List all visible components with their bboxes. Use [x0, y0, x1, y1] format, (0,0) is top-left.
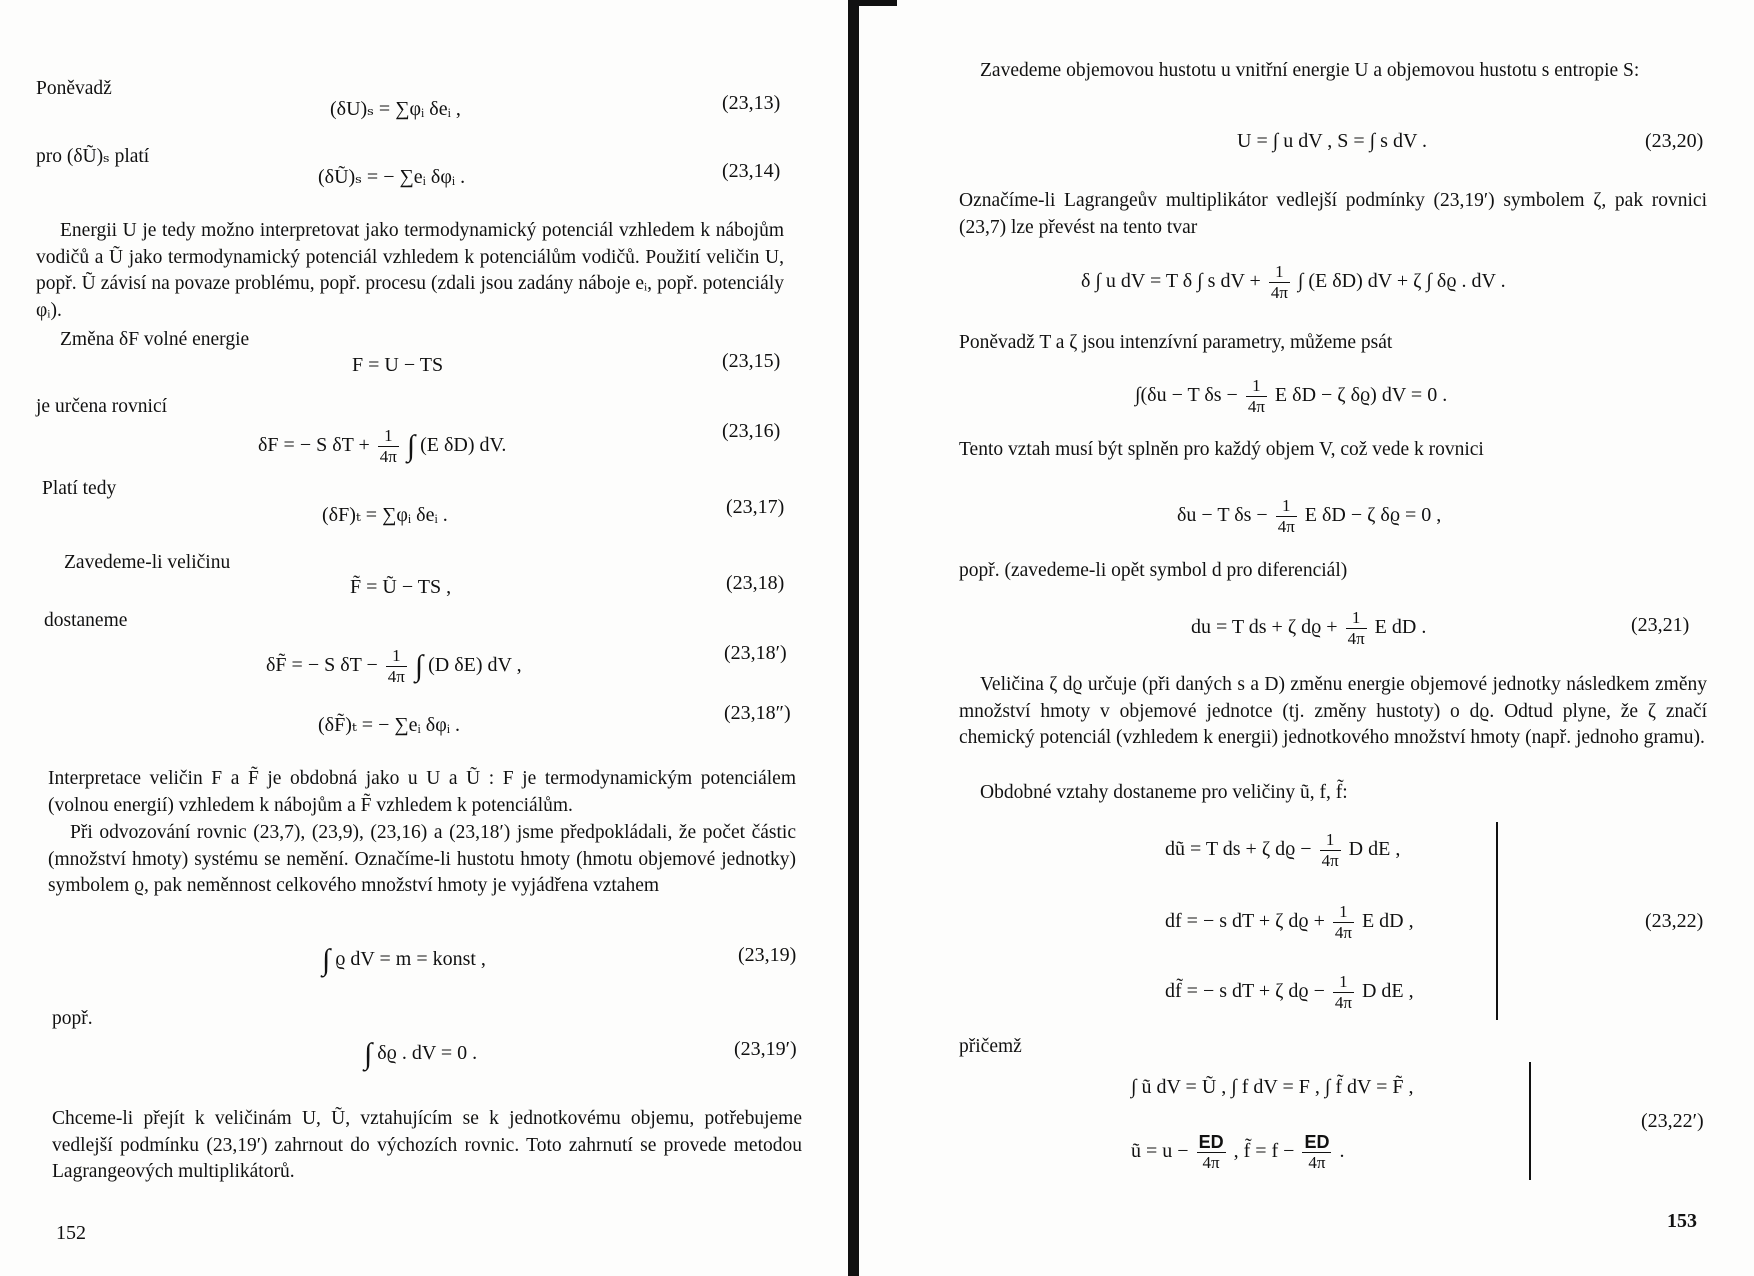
equation-number: (23,19′) — [734, 1038, 797, 1060]
numerator: 1 — [1269, 262, 1290, 283]
equation-number: (23,22) — [1645, 910, 1704, 932]
numerator: 1 — [386, 646, 407, 667]
equation: F̃ = Ũ − TS , — [350, 576, 452, 598]
text-line: Zavedeme-li veličinu — [64, 552, 231, 573]
text-line: Tento vztah musí být splněn pro každý objem V, což vede k rovnici — [959, 439, 1484, 460]
equation: (δF̃)ₜ = − ∑eᵢ δφᵢ . — [318, 714, 461, 736]
equation-number: (23,17) — [726, 496, 785, 518]
right-page — [859, 0, 1754, 1276]
equation: (δF)ₜ = ∑φᵢ δeᵢ . — [322, 504, 448, 526]
fraction — [1302, 1132, 1331, 1173]
equation-number: (23,21) — [1631, 614, 1690, 636]
text-line: dostaneme — [44, 610, 128, 631]
equation-part: , f̃ = f − — [1233, 1140, 1295, 1163]
text-line: pro (δŨ)ₛ platí — [36, 146, 150, 167]
equation-part: ϱ dV = m = konst , — [335, 948, 486, 970]
numerator: ED — [1304, 1132, 1330, 1152]
denominator: 4π — [1308, 1153, 1326, 1172]
equation-number: (23,18′) — [724, 642, 787, 664]
fraction — [386, 646, 407, 687]
equation-group-brace — [1496, 822, 1498, 1020]
equation — [1081, 262, 1506, 303]
equation — [1191, 608, 1426, 649]
equation-group-brace — [1529, 1062, 1531, 1180]
equation — [1177, 496, 1441, 537]
equation-part: δ ∫ u dV = T δ ∫ s dV + — [1081, 270, 1261, 293]
equation — [1165, 972, 1414, 1013]
fraction — [1333, 902, 1354, 943]
denominator: 4π — [1334, 923, 1352, 942]
equation — [322, 943, 486, 977]
denominator: 4π — [1247, 397, 1265, 416]
text-line: popř. — [52, 1008, 93, 1029]
fraction — [1276, 496, 1297, 537]
denominator: 4π — [1202, 1153, 1220, 1172]
fraction — [1197, 1132, 1226, 1173]
denominator: 4π — [1347, 629, 1365, 648]
numerator: 1 — [1333, 902, 1354, 923]
denominator: 4π — [1321, 851, 1339, 870]
equation-part: D dE , — [1361, 980, 1414, 1003]
equation-part: D dE , — [1348, 838, 1401, 861]
equation-part: df̃ = − s dT + ζ dϱ − — [1165, 980, 1325, 1003]
equation-part: E δD − ζ δϱ) dV = 0 . — [1274, 384, 1448, 407]
equation: (δU)ₛ = ∑φᵢ δeᵢ , — [330, 98, 461, 120]
equation-number: (23,13) — [722, 92, 781, 114]
equation-part: ∫(δu − T δs − — [1135, 384, 1238, 407]
integral-sign: ∫ — [322, 943, 331, 977]
equation-part: (E δD) dV. — [420, 434, 507, 457]
equation-number: (23,20) — [1645, 130, 1704, 152]
equation-number: (23,18″) — [724, 702, 791, 724]
page-number: 153 — [1667, 1210, 1697, 1232]
book-gutter — [848, 0, 859, 1276]
denominator: 4π — [1270, 283, 1288, 302]
equation: F = U − TS — [352, 354, 444, 376]
equation-part: δu − T δs − — [1177, 504, 1268, 527]
denominator: 4π — [379, 447, 397, 466]
paragraph: Interpretace veličin F a F̃ je obdobná jako u U a Ũ : F je termodynamickým potenciálem (volnou energií) vzhledem k nábojům a F̃ vzhledem k potenciálům. — [48, 768, 796, 816]
text-line: Poněvadž T a ζ jsou intenzívní parametry, můžeme psát — [959, 332, 1393, 353]
equation-number: (23,15) — [722, 350, 781, 372]
equation-part: δF̃ = − S δT − — [266, 654, 378, 677]
equation-part: δF = − S δT + — [258, 434, 370, 457]
equation — [1165, 830, 1400, 871]
text-line: Poněvadž — [36, 78, 112, 99]
paragraph: Energii U je tedy možno interpretovat jako termodynamický potenciál vzhledem k nábojům vodičů a Ũ jako termodynamický potenciál vzhledem k potenciálům vodičů. Použití veličin U, popř. Ũ závisí na povaze problému, popř. procesu (zdali jsou zadány náboje eᵢ, popř. potenciály φᵢ). — [36, 220, 784, 321]
text-line: je určena rovnicí — [36, 396, 168, 417]
text-line: Změna δF volné energie — [60, 329, 250, 350]
equation-part: E δD − ζ δϱ = 0 , — [1304, 504, 1442, 527]
integral-sign: ∫ — [364, 1037, 373, 1071]
equation — [258, 426, 506, 467]
equation: (δŨ)ₛ = − ∑eᵢ δφᵢ . — [318, 166, 466, 188]
equation: U = ∫ u dV , S = ∫ s dV . — [1237, 130, 1428, 152]
numerator: 1 — [1320, 830, 1341, 851]
equation — [266, 646, 522, 687]
equation-part: δϱ . dV = 0 . — [377, 1042, 478, 1064]
denominator: 4π — [1334, 993, 1352, 1012]
fraction — [1346, 608, 1367, 649]
page-number: 152 — [56, 1222, 86, 1244]
equation-number: (23,16) — [722, 420, 781, 442]
numerator: 1 — [378, 426, 399, 447]
equation-part: ũ = u − — [1131, 1140, 1189, 1163]
paragraph: Veličina ζ dϱ určuje (při daných s a D) změnu energie objemové jednotky následkem změny množství hmoty v objemové jednotce (tj. změny hustoty) o dϱ. Odtud plyne, že ζ značí chemický potenciál (vzhledem k energii) jednotkového množství hmoty (např. jednoho gramu). — [959, 674, 1707, 748]
numerator: 1 — [1333, 972, 1354, 993]
text-line: přičemž — [959, 1036, 1022, 1057]
numerator: 1 — [1246, 376, 1267, 397]
text-line: popř. (zavedeme-li opět symbol d pro diferenciál) — [959, 560, 1348, 581]
left-page — [0, 0, 848, 1276]
equation: ∫ ũ dV = Ũ , ∫ f dV = F , ∫ f̃ dV = F̃ , — [1131, 1076, 1414, 1098]
paragraph: Při odvozování rovnic (23,7), (23,9), (23,16) a (23,18′) jsme předpokládali, že počet částic (množství hmoty) systému se nemění. Označíme-li hustotu hmoty (hmotu objemové jednotky) symbolem ϱ, pak neměnnost celkového množství hmoty je vyjádřena vztahem — [48, 822, 796, 896]
fraction — [378, 426, 399, 467]
fraction — [1246, 376, 1267, 417]
equation — [364, 1037, 478, 1071]
integral-sign: ∫ — [414, 649, 424, 683]
equation-part: E dD . — [1374, 616, 1427, 639]
paragraph: Označíme-li Lagrangeův multiplikátor vedlejší podmínky (23,19′) symbolem ζ, pak rovnici (23,7) lze převést na tento tvar — [959, 190, 1707, 238]
equation-number: (23,18) — [726, 572, 785, 594]
equation-part: dũ = T ds + ζ dϱ − — [1165, 838, 1312, 861]
equation-number: (23,19) — [738, 944, 797, 966]
fraction — [1269, 262, 1290, 303]
fraction — [1333, 972, 1354, 1013]
numerator: 1 — [1346, 608, 1367, 629]
equation — [1131, 1132, 1344, 1173]
integral-sign: ∫ — [406, 429, 416, 463]
equation — [1165, 902, 1414, 943]
equation-part: . — [1339, 1140, 1345, 1163]
equation-part: ∫ (E δD) dV + ζ ∫ δϱ . dV . — [1297, 270, 1506, 293]
text-line: Platí tedy — [42, 478, 117, 499]
equation-number: (23,14) — [722, 160, 781, 182]
equation-number: (23,22′) — [1641, 1110, 1704, 1132]
fraction — [1320, 830, 1341, 871]
equation-part: E dD , — [1361, 910, 1414, 933]
denominator: 4π — [1277, 517, 1295, 536]
denominator: 4π — [387, 667, 405, 686]
paragraph: Chceme-li přejít k veličinám U, Ũ, vztahujícím se k jednotkovému objemu, potřebujeme vedlejší podmínku (23,19′) zahrnout do výchozích rovnic. Toto zahrnutí se provede metodou Lagrangeových multiplikátorů. — [52, 1108, 802, 1182]
paragraph: Zavedeme objemovou hustotu u vnitřní energie U a objemovou hustotu s entropie S: — [980, 60, 1640, 81]
equation — [1135, 376, 1447, 417]
numerator: 1 — [1276, 496, 1297, 517]
numerator: ED — [1198, 1132, 1224, 1152]
equation-part: df = − s dT + ζ dϱ + — [1165, 910, 1325, 933]
equation-part: (D δE) dV , — [428, 654, 522, 677]
equation-part: du = T ds + ζ dϱ + — [1191, 616, 1338, 639]
text-line: Obdobné vztahy dostaneme pro veličiny ũ, f, f̃: — [980, 782, 1348, 803]
